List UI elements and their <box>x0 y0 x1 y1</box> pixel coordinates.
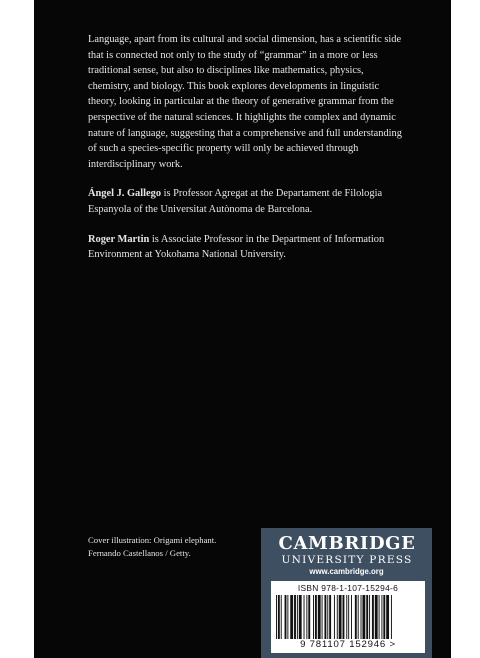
publisher-press: UNIVERSITY PRESS <box>281 554 413 566</box>
publisher-block <box>261 528 432 658</box>
author-name-1: Ángel J. Gallego <box>88 188 162 200</box>
author-bio-2-text: is Associate Professor in the Department of Information Environment at Yokohama National University. <box>88 233 385 261</box>
barcode-panel <box>271 581 425 653</box>
back-cover-text <box>88 32 408 277</box>
cover-credit-line-1: Cover illustration: Origami elephant. <box>88 535 217 545</box>
author-bio-2 <box>88 232 408 263</box>
cover-credit-line-2: Fernando Castellanos / Getty. <box>88 547 191 558</box>
cover-credit <box>88 534 258 559</box>
author-name-2: Roger Martin <box>88 233 150 245</box>
barcode-digits: 9 781107 152946 > <box>300 639 396 650</box>
book-description: Language, apart from its cultural and social dimension, has a scientific side that is connected not only to the study of “grammar” in a more or less traditional sense, but also to disciplines like mathematics, physics, chemistry, and biology. This book explores developments in linguistic theory, looking in particular at the theory of generative grammar from the perspective of the natural sciences. It highlights the complex and dynamic nature of language, suggesting that a comprehensive and full understanding of such a species-specific property will only be achieved through interdisciplinary work. <box>88 34 402 170</box>
author-bio-1-text: is Professor Agregat at the Departament de Filologia Espanyola of the Universitat Autònoma de Barcelona. <box>88 188 383 215</box>
publisher-name: CAMBRIDGE <box>278 533 416 554</box>
author-bio-1 <box>88 186 408 217</box>
barcode-icon <box>275 595 421 639</box>
isbn-label: ISBN 978-1-107-15294-6 <box>297 583 399 593</box>
publisher-url: www.cambridge.org <box>309 567 384 576</box>
